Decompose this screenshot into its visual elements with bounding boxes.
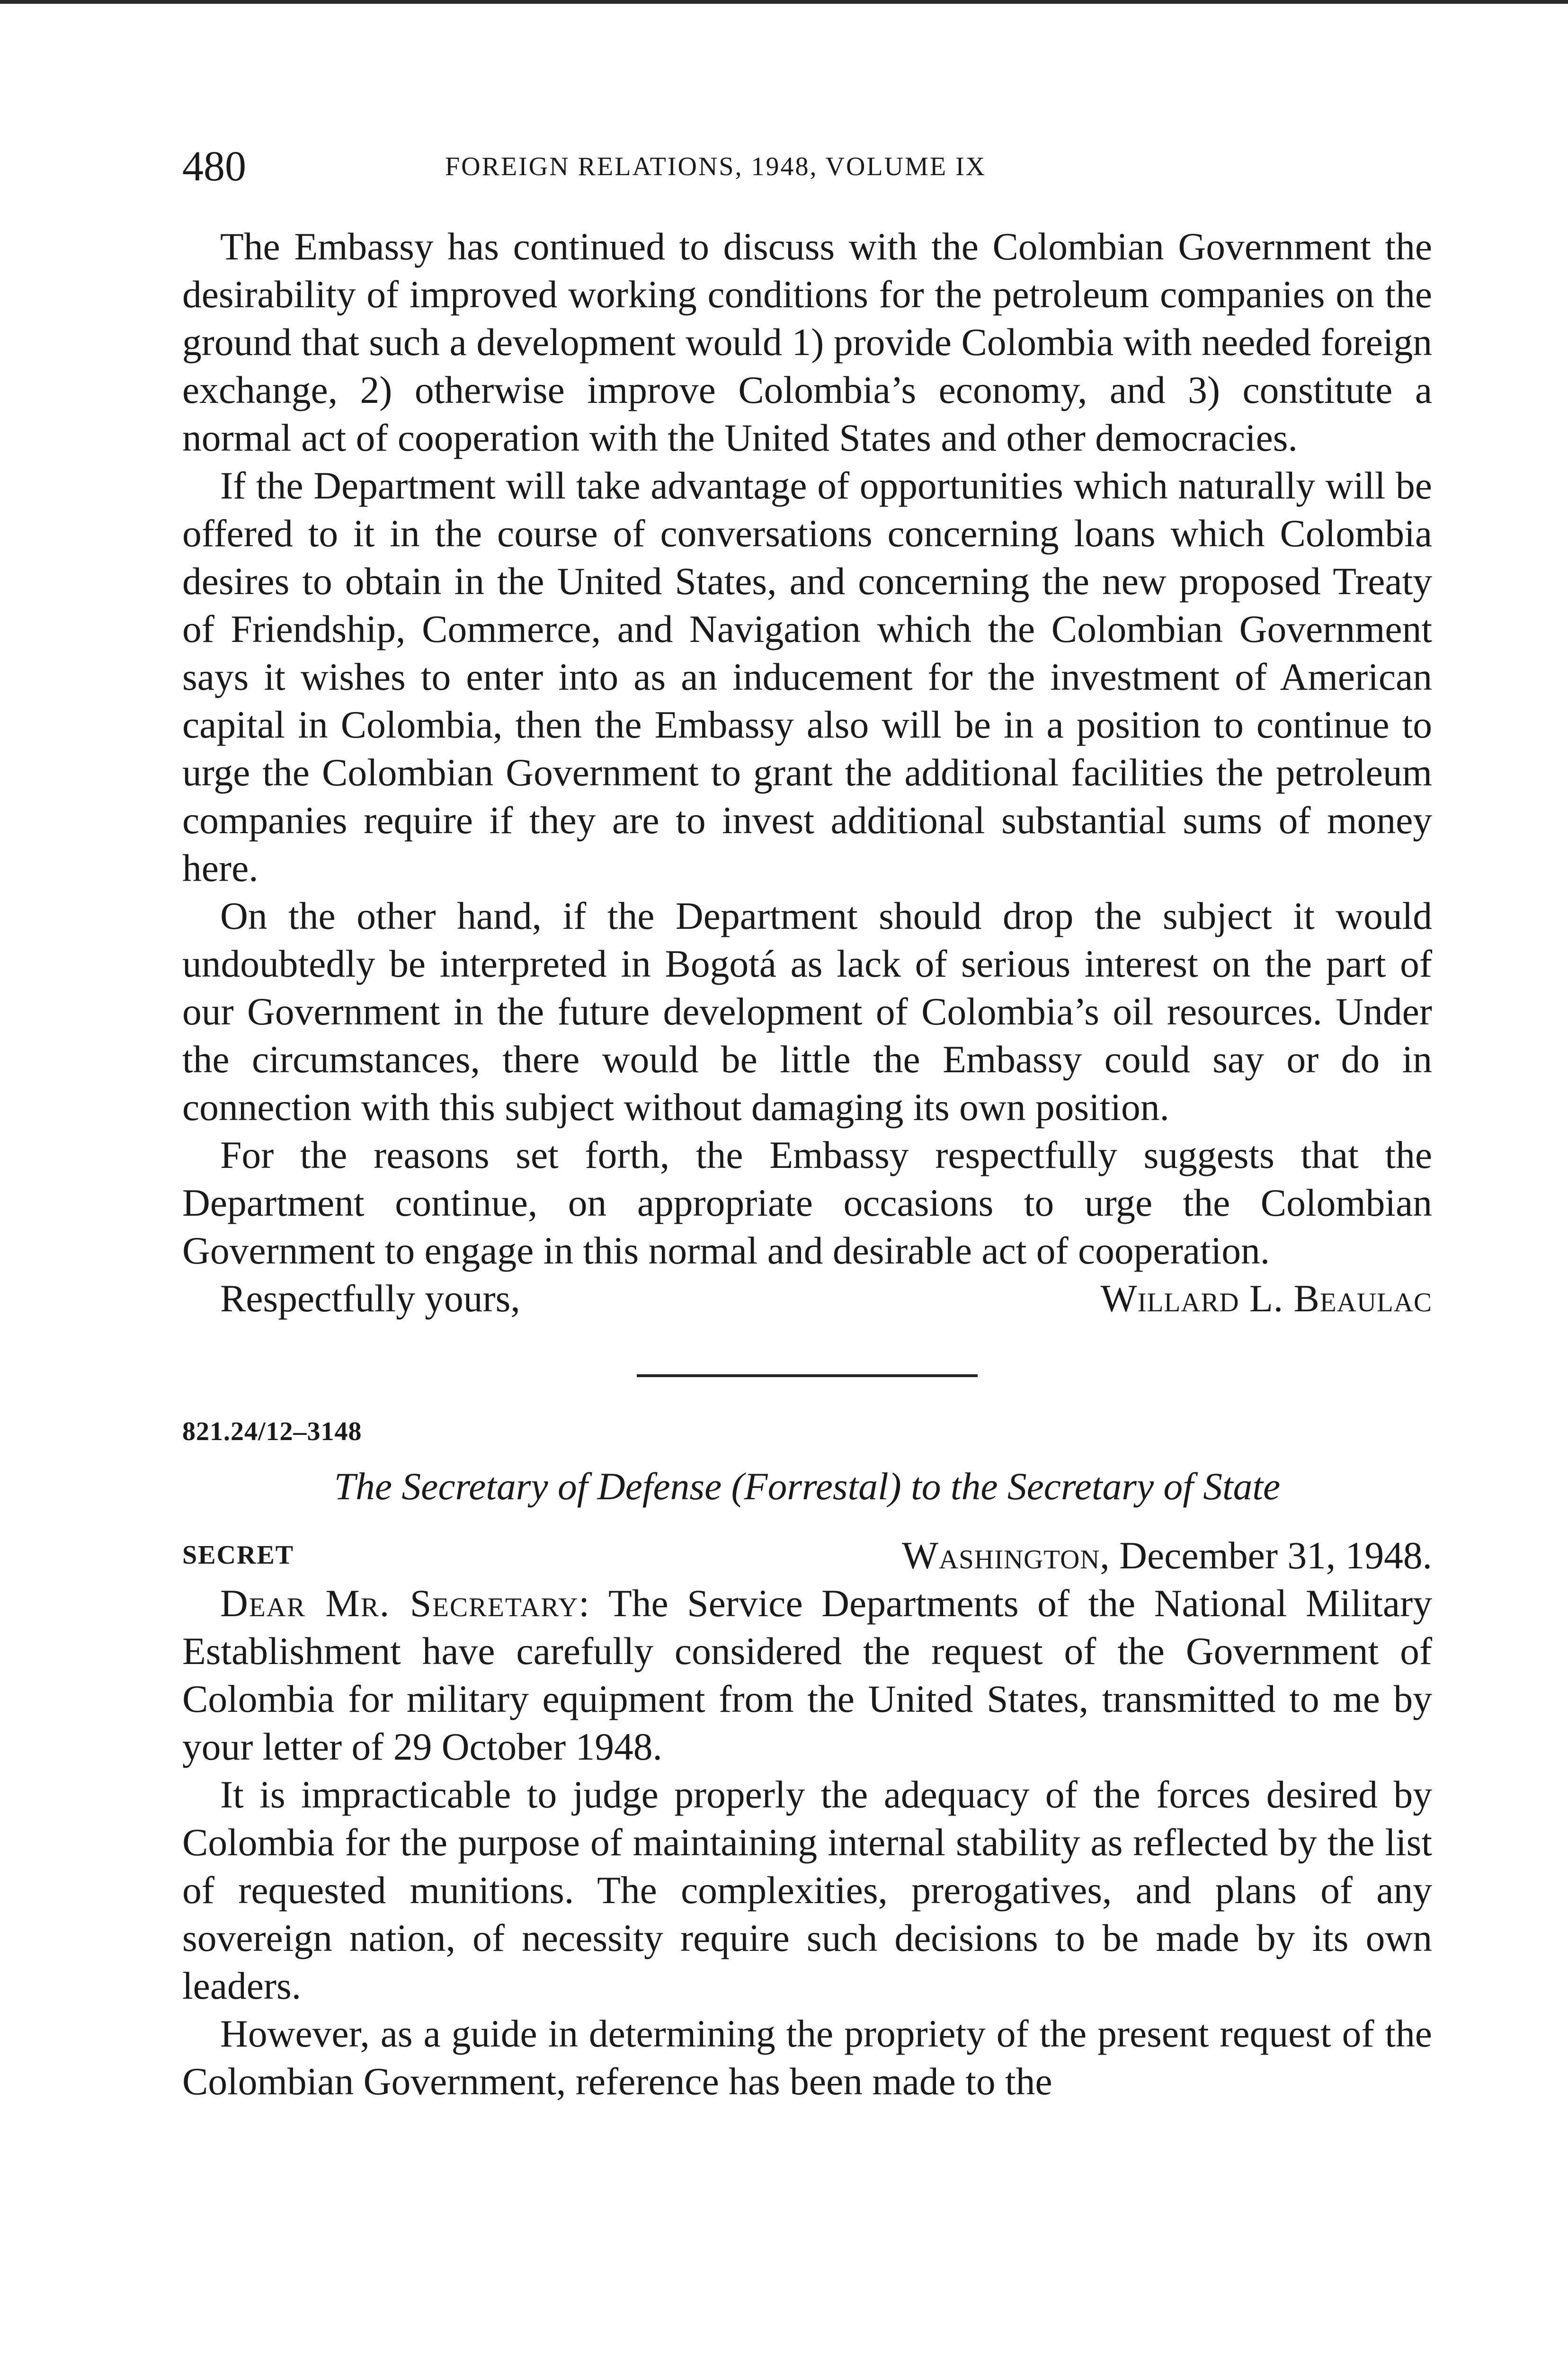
- section-separator: [637, 1374, 978, 1377]
- salutation: Dear Mr. Secretary:: [220, 1582, 590, 1625]
- paragraph: If the Department will take advantage of opportunities which naturally will be offered to it in the course of conversations concerning loans which Colombia desires to obtain in the United States, and concerning the new proposed Treaty of Friendship, Commerce, and Navigation which the Colombian Government says it wishes to enter into as an inducement for the investment of American capital in Colombia, then the Embassy also will be in a position to continue to urge the Colombian Government to grant the additional facilities the petroleum companies require if they are to invest additional substantial sums of money here.: [182, 464, 1432, 890]
- running-head: FOREIGN RELATIONS, 1948, VOLUME IX: [445, 152, 987, 181]
- closing: Respectfully yours,: [220, 1277, 520, 1320]
- file-reference: 821.24/12–3148: [182, 1417, 362, 1446]
- document-title: The Secretary of Defense (Forrestal) to the Secretary of State: [334, 1465, 1281, 1508]
- signoff: [182, 1274, 1432, 1322]
- paragraph: However, as a guide in determining the propriety of the present request of the Colombian Government, reference has been made to the: [182, 2012, 1432, 2103]
- top-border-rule: [0, 0, 1568, 4]
- page-header: [182, 138, 1432, 195]
- signature: Willard L. Beaulac: [1100, 1277, 1432, 1320]
- date: , December 31, 1948.: [1100, 1534, 1432, 1577]
- dateline: [182, 1531, 1432, 1579]
- body-text: [182, 222, 1432, 2105]
- paragraph: It is impracticable to judge properly the adequacy of the forces desired by Colombia for the purpose of maintaining internal stability as reflected by the list of requested munitions. The complexities, prerogatives, and plans of any sovereign nation, of necessity require such decisions to be made by its own leaders.: [182, 1773, 1432, 2007]
- paragraph: [182, 1579, 1432, 1771]
- paragraph-text: The Service Departments of the National Military Establishment have carefully considered the request of the Government of Colombia for military equipment from the United States, transmitted to me by your letter of 29 October 1948.: [182, 1582, 1432, 1768]
- classification: SECRET: [182, 1540, 294, 1570]
- paragraph: For the reasons set forth, the Embassy respectfully suggests that the Department continue, on appropriate occasions to urge the Colombian Government to engage in this normal and desirable act of cooperation.: [182, 1133, 1432, 1272]
- paragraph: On the other hand, if the Department should drop the subject it would undoubtedly be interpreted in Bogotá as lack of serious interest on the part of our Government in the future development of Colombia’s oil resources. Under the circumstances, there would be little the Embassy could say or do in connection with this subject without damaging its own position.: [182, 894, 1432, 1129]
- place: Washington: [902, 1534, 1100, 1577]
- place-date: [902, 1531, 1432, 1579]
- page-number: 480: [182, 143, 246, 190]
- paragraph: The Embassy has continued to discuss with the Colombian Government the desirability of improved working conditions for the petroleum companies on the ground that such a development would 1) provide Colombia with needed foreign exchange, 2) otherwise improve Colombia’s economy, and 3) constitute a normal act of cooperation with the United States and other democracies.: [182, 225, 1432, 459]
